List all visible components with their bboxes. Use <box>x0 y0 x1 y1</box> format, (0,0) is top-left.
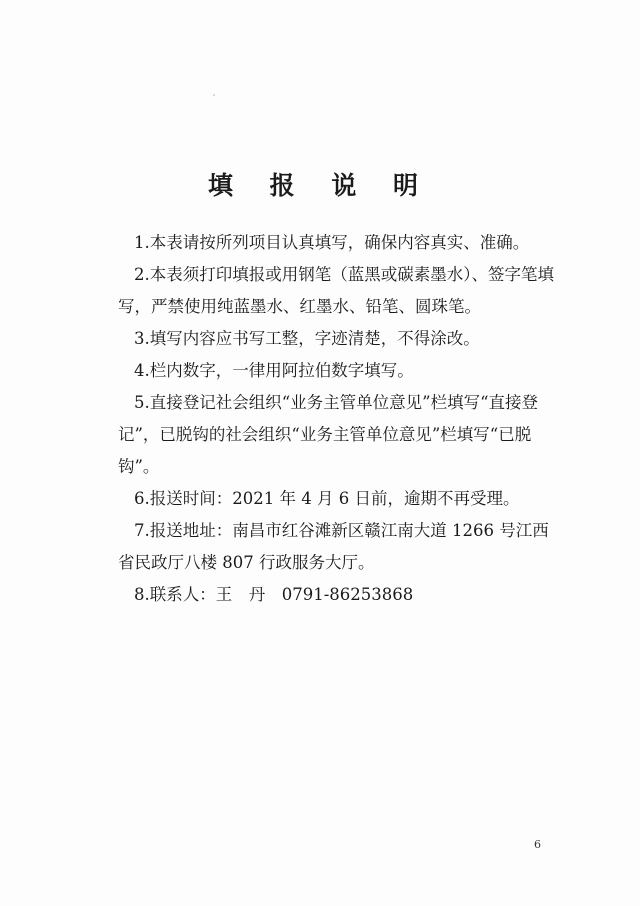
page-title: 填 报 说 明 <box>207 171 433 200</box>
instruction-item-6: 6.报送时间：2021 年 4 月 6 日前，逾期不再受理。 <box>134 489 520 508</box>
instruction-item-7: 7.报送地址：南昌市红谷滩新区赣江南大道 1266 号江西省民政厅八楼 807 行政服务大厅。 <box>118 521 549 572</box>
instruction-item-3: 3.填写内容应书写工整，字迹清楚，不得涂改。 <box>134 329 480 348</box>
page-number: 6 <box>534 838 541 851</box>
instruction-item-8: 8.联系人：王 丹 0791-86253868 <box>134 585 414 604</box>
instruction-item-1: 1.本表请按所列项目认真填写，确保内容真实、准确。 <box>134 233 530 252</box>
scan-speck <box>213 94 215 96</box>
instruction-item-5: 5.直接登记社会组织“业务主管单位意见”栏填写“直接登记”，已脱钩的社会组织“业务主管单位意见”栏填写“已脱钩”。 <box>118 393 539 476</box>
instruction-item-2: 2.本表须打印填报或用钢笔（蓝黑或碳素墨水）、签字笔填写，严禁使用纯蓝墨水、红墨水、铅笔、圆珠笔。 <box>118 265 554 316</box>
instruction-item-4: 4.栏内数字，一律用阿拉伯数字填写。 <box>134 361 414 380</box>
